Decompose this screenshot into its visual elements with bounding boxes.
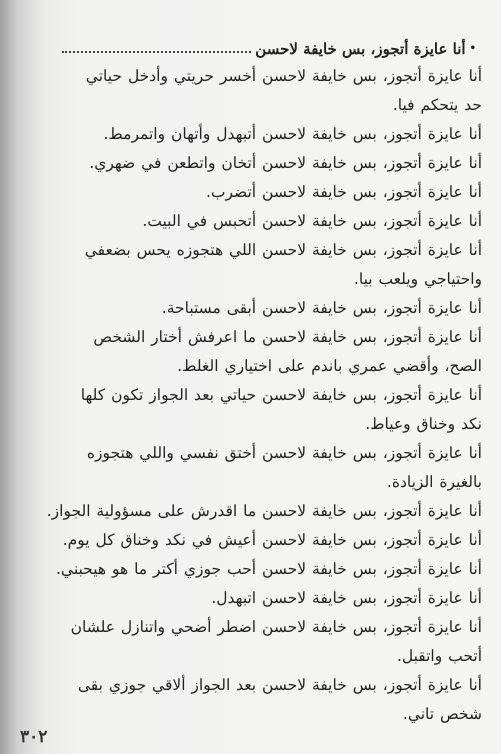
paragraph-line: أنا عايزة أتجوز، بس خايفة لاحسن أخسر حريتي وأدخل حياتي [85,67,482,85]
paragraph [62,381,482,439]
page-content [46,36,482,729]
paragraph-line: واحتياجي ويلعب بيا. [353,270,482,288]
paragraph [62,526,482,555]
paragraph [62,236,482,294]
heading-bullet: • [469,43,476,54]
paragraph-line: بالغيرة الزيادة. [386,473,482,491]
paragraph [62,323,482,381]
paragraph [62,178,482,207]
heading-text: أنا عايزة أتجوز، بس خايفة لاحسن [255,40,466,58]
paragraph [62,439,482,497]
page-number: ٣٠٢ [20,727,48,747]
paragraph-line: أنا عايزة أتجوز، بس خايفة لاحسن أختق نفسي واللي هتجوزه [86,444,482,462]
paragraph-line: الصح، وأقضي عمري باندم على اختياري الغلط. [177,357,482,375]
paragraph [62,120,482,149]
paragraph-list [46,62,482,729]
paragraph [62,584,482,613]
paragraph-line: أنا عايزة أتجوز، بس خايفة لاحسن ما اعرفش أختار الشخص [93,328,482,346]
paragraph-line: حد يتحكم فيا. [392,96,482,114]
paragraph-line: أنا عايزة أتجوز، بس خايفة لاحسن حياتي بعد الجواز تكون كلها [80,386,482,404]
section-heading [62,36,476,62]
paragraph-line: نكد وخناق وعياط. [365,415,482,433]
paragraph-line: أنا عايزة أتجوز، بس خايفة لاحسن اضطر أضحي واتنازل علشان [70,618,482,636]
paragraph [62,671,482,729]
paragraph-line: أنا عايزة أتجوز، بس خايفة لاحسن أحب جوزي أكتر ما هو هيحبني. [55,560,482,578]
heading-dotted-leader [62,51,251,53]
paragraph-line: أتحب واتقبل. [396,647,482,665]
paragraph-line: أنا عايزة أتجوز، بس خايفة لاحسن أتضرب. [205,183,482,201]
paragraph-line: أنا عايزة أتجوز، بس خايفة لاحسن اللي هتجوزه يحس بضعفي [84,241,482,259]
paragraph [62,149,482,178]
paragraph-line: أنا عايزة أتجوز، بس خايفة لاحسن اتبهدل. [211,589,482,607]
paragraph-line: أنا عايزة أتجوز، بس خايفة لاحسن بعد الجواز ألاقي جوزي بقى [77,676,482,694]
paragraph [46,497,482,526]
paragraph [62,294,482,323]
paragraph-line: أنا عايزة أتجوز، بس خايفة لاحسن أتحبس في البيت. [142,212,482,230]
paragraph-line: أنا عايزة أتجوز، بس خايفة لاحسن أعيش في نكد وخناق كل يوم. [62,531,482,549]
paragraph [55,555,482,584]
paragraph-line: أنا عايزة أتجوز، بس خايفة لاحسن أتخان واتطعن في ضهري. [89,154,482,172]
paragraph-line: أنا عايزة أتجوز، بس خايفة لاحسن ما اقدرش على مسؤولية الجواز. [46,502,482,520]
paragraph [62,62,482,120]
paragraph-line: شخص تاني. [402,705,482,723]
paragraph-line: أنا عايزة أتجوز، بس خايفة لاحسن أتبهدل وأتهان واتمرمط. [103,125,482,143]
paragraph [62,207,482,236]
paragraph-line: أنا عايزة أتجوز، بس خايفة لاحسن أبقى مستباحة. [161,299,482,317]
paragraph [62,613,482,671]
